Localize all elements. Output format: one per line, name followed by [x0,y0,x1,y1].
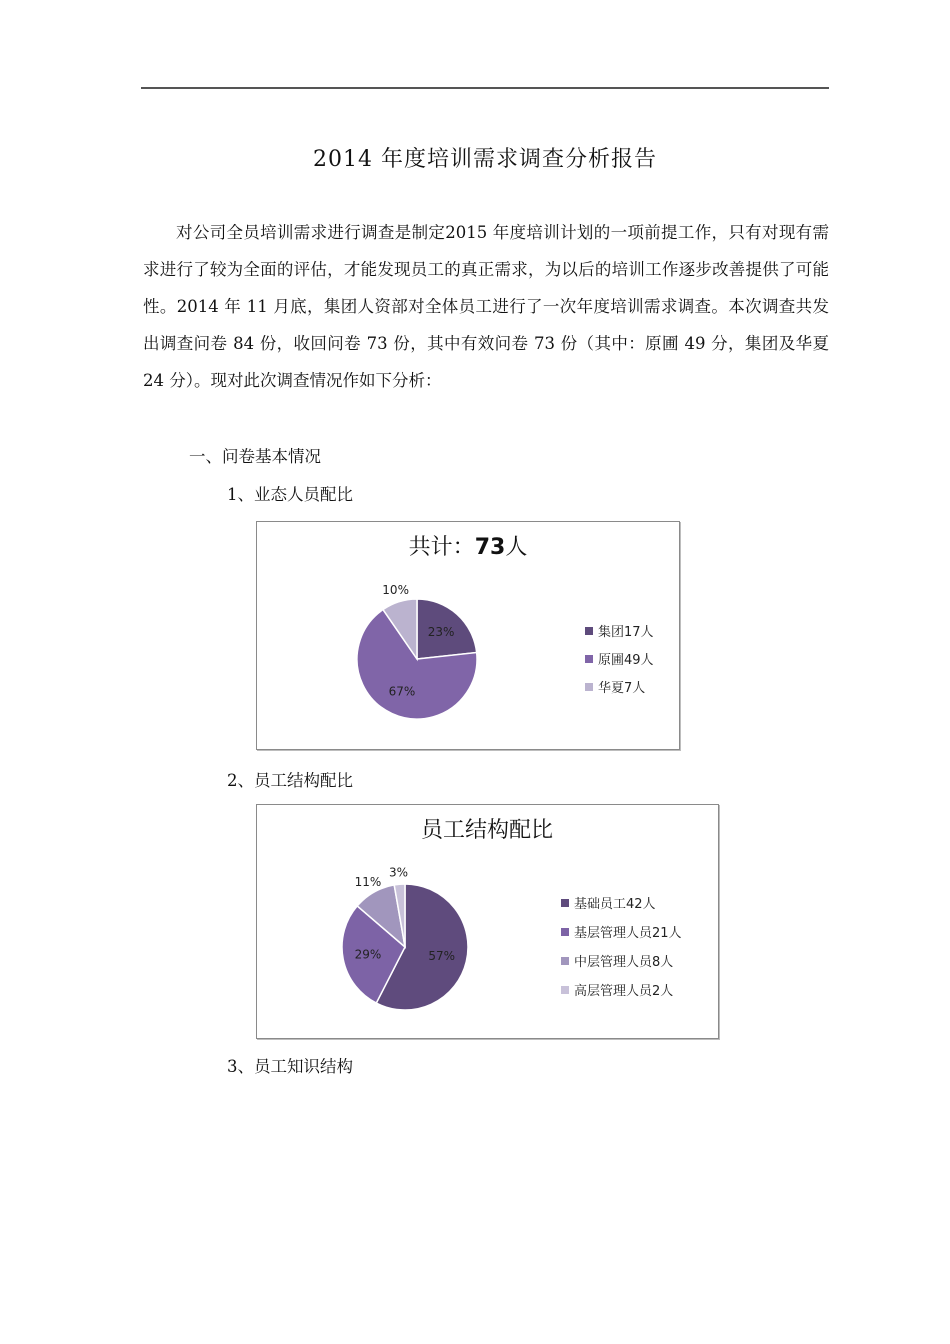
pie2-legend-swatch-3 [561,986,569,994]
pie2-legend-swatch-2 [561,957,569,965]
pie2-legend-label-0: 基础员工42人 [574,897,656,912]
section-heading-basic: 一、问卷基本情况 [189,447,321,466]
pie2-percent-label-1: 29% [354,947,382,962]
pie1-legend-swatch-1 [585,655,593,663]
pie2-legend-swatch-1 [561,928,569,936]
intro-paragraph: 对公司全员培训需求进行调查是制定2015 年度培训计划的一项前提工作，只有对现有需求进行了较为全面的评估，才能发现员工的真正需求，为以后的培训工作逐步改善提供了可能性。2014 年 11 月底，集团人资部对全体员工进行了一次年度培训需求调查。本次调查共发出调查问卷 84 份，收回问卷 73 份，其中有效问卷 73 份（其中：原圃 49 分，集团及华夏 24 分）。现对此次调查情况作如下分析： [143,223,829,390]
chart-staff-structure [256,804,719,1039]
pie2-legend-label-1: 基层管理人员21人 [574,926,682,941]
pie1-legend-label-2: 华夏7人 [598,681,646,696]
pie1-title: 共计：73人 [408,535,528,560]
pie1-percent-label-0: 23% [427,625,455,640]
pie1-legend-swatch-2 [585,683,593,691]
header-rule [141,87,829,89]
pie1-legend-label-0: 集团17人 [598,625,654,640]
pie2-title: 员工结构配比 [420,818,554,843]
pie2-percent-label-2: 11% [354,874,382,889]
pie1-percent-label-2: 10% [382,583,409,598]
pie2-legend-label-3: 高层管理人员2人 [574,984,674,999]
pie1-percent-label-1: 67% [388,684,416,699]
pie2-legend-label-2: 中层管理人员8人 [574,955,674,970]
chart-business-ratio [256,521,680,750]
pie1-legend-label-1: 原圃49人 [598,653,654,668]
pie2-legend-swatch-0 [561,899,569,907]
subheading-staff-structure: 2、员工结构配比 [227,771,353,790]
subheading-knowledge-structure: 3、员工知识结构 [227,1057,353,1076]
document-title: 2014 年度培训需求调查分析报告 [313,147,657,172]
pie2-percent-label-3: 3% [389,865,409,880]
pie2-percent-label-0: 57% [428,948,456,963]
chart-staff-structure-svg [257,805,718,1038]
subheading-business-ratio: 1、业态人员配比 [227,485,353,504]
pie1-legend-swatch-0 [585,627,593,635]
chart-business-ratio-svg [257,522,679,749]
